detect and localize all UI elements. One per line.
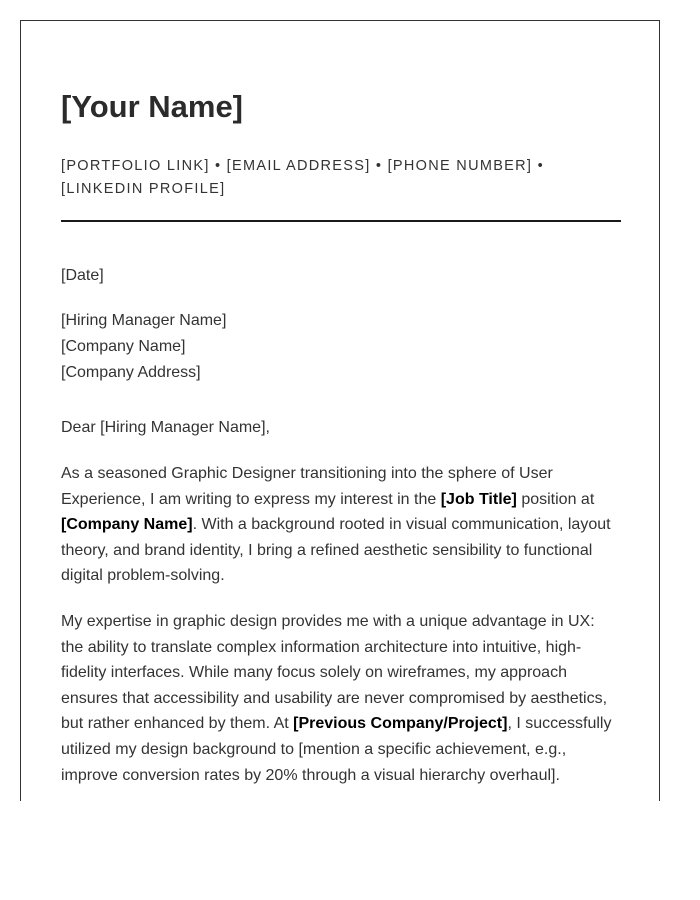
paragraph-text: , I successfully utilized my design background to [mention a specific achievement, e.g., improve conversion rates by 20% through a visual hierarchy overhaul]. — [61, 715, 612, 784]
paragraph-expertise — [61, 609, 617, 788]
paragraph-intro — [61, 461, 617, 589]
recipient-block — [61, 308, 617, 386]
recipient-address: [Company Address] — [61, 364, 201, 381]
recipient-company: [Company Name] — [61, 338, 186, 355]
job-title-placeholder: [Job Title] — [440, 490, 517, 508]
paragraph-text: My expertise in graphic design provides me with a unique advantage in UX: the ability to translate complex information architecture into intuitive, high-fidelity interfaces. While many focus solely on wireframes, my approach ensures that accessibility and usability are never compromised by aesthetics, but rather enhanced by them. At — [61, 613, 608, 733]
recipient-manager: [Hiring Manager Name] — [61, 312, 227, 329]
contact-line: [PORTFOLIO LINK] • [EMAIL ADDRESS] • [PHONE NUMBER] • [LINKEDIN PROFILE] — [61, 158, 544, 197]
previous-company-placeholder: [Previous Company/Project] — [293, 715, 508, 733]
letter-page — [20, 20, 660, 801]
applicant-name: [Your Name] — [61, 89, 244, 124]
company-name-placeholder: [Company Name] — [61, 516, 193, 534]
paragraph-text: position at — [516, 490, 595, 508]
letter-date: [Date] — [61, 267, 104, 284]
paragraph-text: As a seasoned Graphic Designer transitioning into the sphere of User Experience, I am writing to express my interest in the — [61, 465, 553, 508]
header-divider — [61, 220, 621, 222]
salutation: Dear [Hiring Manager Name], — [61, 419, 270, 436]
paragraph-text: . With a background rooted in visual communication, layout theory, and brand identity, I bring a refined aesthetic sensibility to functional digital problem-solving. — [61, 516, 611, 585]
